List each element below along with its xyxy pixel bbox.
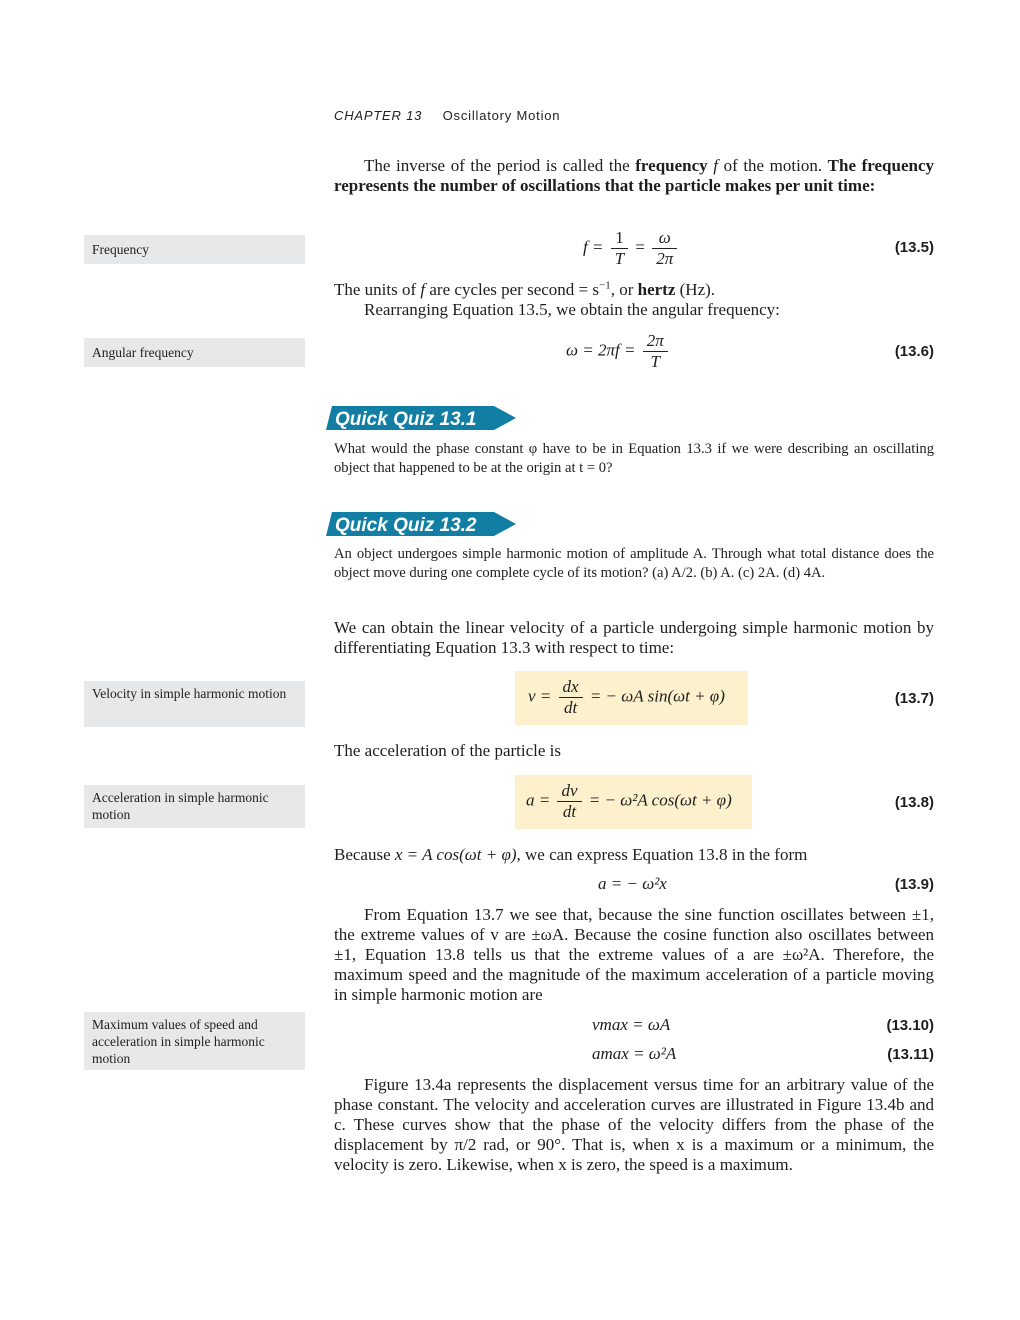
margin-note-frequency: Frequency <box>84 235 305 264</box>
paragraph-because <box>334 845 934 865</box>
equation-13-8 <box>526 781 732 822</box>
eq-lhs: v = <box>528 686 552 706</box>
definition-bold: The frequency represents the number of oscillations that the particle makes per unit time: <box>334 156 934 195</box>
equation-number: (13.7) <box>894 690 934 707</box>
margin-note-acceleration: Acceleration in simple harmonic motion <box>84 785 305 828</box>
paragraph-accel-intro: The acceleration of the particle is <box>334 741 562 760</box>
equation-number: (13.11) <box>887 1046 934 1063</box>
quiz-banner-13-2 <box>326 510 518 538</box>
eq-rhs: = − ωA sin(ωt + φ) <box>589 686 725 706</box>
margin-note-velocity: Velocity in simple harmonic motion <box>84 681 305 727</box>
equation-number: (13.10) <box>886 1017 934 1034</box>
equation-13-7 <box>528 677 725 718</box>
text-run: of the motion. <box>717 156 828 175</box>
eq-numerator: 2π <box>643 331 668 352</box>
quiz-title: Quick Quiz 13.2 <box>335 515 477 536</box>
equation-number: (13.6) <box>894 343 934 360</box>
eq-denominator: 2π <box>656 249 674 268</box>
text-run: , or <box>610 280 638 299</box>
eq-denominator: T <box>614 249 625 268</box>
paragraph-figure-13-4: Figure 13.4a represents the displacement versus time for an arbitrary value of the phase constant. The velocity and acceleration curves are illustrated in Figure 13.4b and c. These curves show that the phase of the velocity differs from the phase of the displacement by π/2 rad, or 90°. That is, when x is a maximum or a minimum, the velocity is zero. Likewise, when x is zero, the speed is a maximum. <box>334 1075 934 1174</box>
quiz-question-13-2: An object undergoes simple harmonic motion of amplitude A. Through what total distance does the object move during one complete cycle of its motion? (a) A/2. (b) A. (c) 2A. (d) 4A. <box>334 546 934 581</box>
eq-denominator: dt <box>563 698 578 717</box>
paragraph-extreme-values: From Equation 13.7 we see that, because the sine function oscillates between ±1, the extreme values of v are ±ωA. Because the cosine function also oscillates between ±1, Equation 13.8 tells us that the extreme values of a are ±ω²A. Therefore, the maximum speed and the magnitude of the maximum acceleration of a particle moving in simple harmonic motion are <box>334 905 934 1004</box>
eq-rhs: = − ω²A cos(ωt + φ) <box>588 790 732 810</box>
text-run: Because <box>334 845 395 864</box>
quiz-title: Quick Quiz 13.1 <box>335 409 477 430</box>
paragraph-units: The units of f are cycles per second = $s^{-1}$, or hertz (Hz). <box>334 279 716 299</box>
text-run: (Hz). <box>675 280 716 299</box>
term-frequency: frequency <box>635 156 708 175</box>
eq-numerator: dv <box>557 781 581 802</box>
margin-note-angular-frequency: Angular frequency <box>84 338 305 367</box>
paragraph-frequency-intro: The inverse of the period is called the frequency f of the motion. The frequency represents the number of oscillations that the particle makes per unit time: <box>334 156 934 195</box>
eq-lhs: ω = 2πf = <box>566 340 636 360</box>
equation-number: (13.8) <box>894 794 934 811</box>
text-run: The inverse of the period is called the <box>364 156 636 175</box>
equation-13-6 <box>566 331 671 372</box>
quiz-banner-13-1 <box>326 404 518 432</box>
chapter-label: CHAPTER 13 <box>334 108 423 123</box>
text-run: , we can express Equation 13.8 in the form <box>516 845 808 864</box>
eq-lhs: a = <box>526 790 551 810</box>
equation-13-11: amax = ω²A <box>592 1044 677 1063</box>
margin-note-maximum-values: Maximum values of speed and acceleration in simple harmonic motion <box>84 1012 305 1070</box>
eq-numerator: dx <box>559 677 583 698</box>
eq-numerator: ω <box>652 228 677 249</box>
running-header <box>334 108 560 123</box>
quiz-question-13-1: What would the phase constant φ have to be in Equation 13.3 if we were describing an oscillating object that happened to be at the origin at t = 0? <box>334 441 934 476</box>
equation-13-5: f = $\frac{1}{T}$ = $\frac{\omega}{2\pi}$ <box>583 228 680 269</box>
eq-denominator: T <box>650 352 660 371</box>
paragraph-rearranging: Rearranging Equation 13.5, we obtain the angular frequency: <box>364 300 780 319</box>
equation-13-10: vmax = ωA <box>592 1015 671 1034</box>
equation-13-9: a = − ω²x <box>598 874 667 893</box>
text-run: The units of <box>334 280 421 299</box>
equation-number: (13.9) <box>894 876 934 893</box>
term-hertz: hertz <box>637 280 676 299</box>
chapter-title: Oscillatory Motion <box>442 108 561 123</box>
paragraph-velocity-intro: We can obtain the linear velocity of a particle undergoing simple harmonic motion by differentiating Equation 13.3 with respect to time: <box>334 618 934 657</box>
text-run: are cycles per second = s <box>425 280 599 299</box>
equation-number: (13.5) <box>894 239 934 256</box>
inline-equation: x = A cos(ωt + φ) <box>394 845 517 864</box>
eq-lhs: f = <box>583 237 604 257</box>
eq-denominator: dt <box>562 802 577 821</box>
eq-numerator: 1 <box>611 228 628 249</box>
